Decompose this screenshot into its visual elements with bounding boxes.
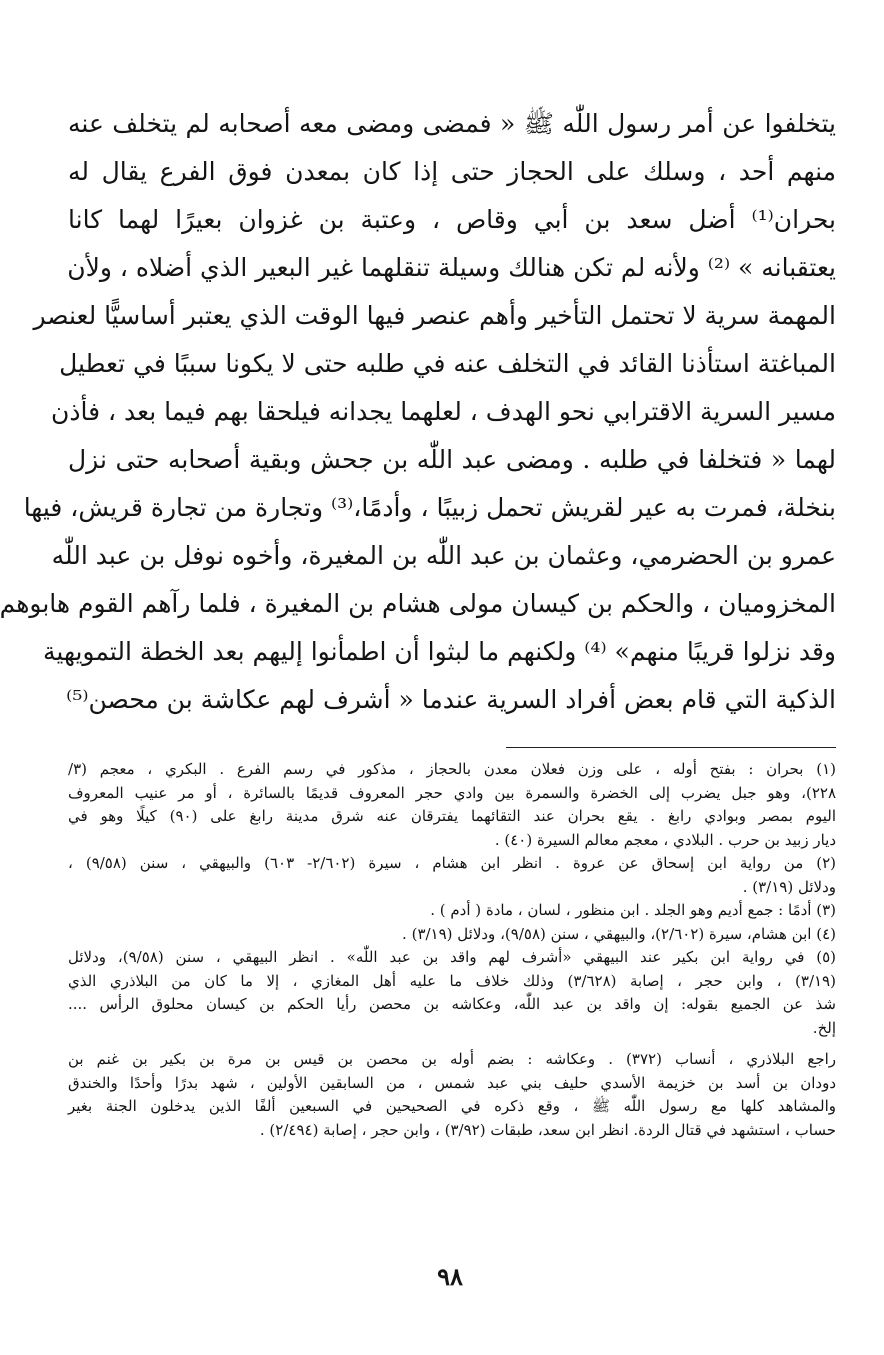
main-text-line: المباغتة استأذنا القائد في التخلف عنه في طلبه حتى لا يكونا سببًا في تعطيل	[59, 349, 836, 378]
main-text-line: منهم أحد ، وسلك على الحجاز حتى إذا كان بمعدن فوق الفرع يقال له	[68, 157, 836, 186]
footnote-line: ودلائل (٣/١٩) .	[742, 877, 836, 896]
footnote-line: إلخ.	[812, 1018, 836, 1037]
page-number: ٩٨	[437, 1262, 463, 1291]
footnote-line: راجع البلاذري ، أنساب (٣٧٢) . وعكاشه : بضم أوله بن محصن بن قيس بن مرة بن بكير بن غنم بن	[68, 1050, 836, 1068]
main-text-line: مسير السرية الاقترابي نحو الهدف ، لعلهما يجدانه فيلحقا بهم فيما بعد ، فأذن	[51, 397, 836, 426]
footnote-4	[68, 923, 836, 947]
footnote-5	[68, 946, 836, 1040]
footnote-line: والمشاهد كلها مع رسول اللّٰه ﷺ ، وقع ذكره في الصحيحين في السبعين ألفًا الذين يدخلون الجنة بغير	[68, 1097, 836, 1115]
footnote-line: ٢٢٨)، وهو جبل يضرب إلى الخضرة والسمرة بين وادي حجر المعروف قديمًا بالسائرة ، أو مر عنيب المعروف	[68, 783, 836, 802]
footnote-line: اليوم بمصر وبوادي رابغ . يقع بحران عند التقائهما يفترقان عنه شرق مدينة رابغ على (٩٠) كيلًا وهو في	[68, 807, 836, 825]
footnote-line: (٣) أدمًا : جمع أديم وهو الجلد . ابن منظور ، لسان ، مادة ( أدم ) .	[430, 901, 836, 919]
footnote-line: (٢) من رواية ابن إسحاق عن عروة . انظر ابن هشام ، سيرة (٢/٦٠٢- ٦٠٣) والبيهقي ، سنن (٩/٥٨) ،	[68, 854, 837, 872]
footnote-spacer	[68, 1040, 836, 1048]
footnote-2	[68, 852, 836, 899]
main-text-line: يتخلفوا عن أمر رسول اللّٰه ﷺ « فمضى ومضى معه أصحابه لم يتخلف عنه	[68, 109, 836, 138]
footnote-continuation	[68, 1048, 836, 1142]
footnote-3	[68, 899, 836, 923]
footnote-line: (٤) ابن هشام، سيرة (٢/٦٠٢)، والبيهقي ، سنن (٩/٥٨)، ودلائل (٣/١٩) .	[402, 924, 836, 943]
footnote-line: (٥) في رواية ابن بكير عند البيهقي «أشرف لهم واقد بن عبد اللّٰه» . انظر البيهقي ، سنن (٩/٥٨)، ودلائل	[68, 948, 837, 966]
footnote-line: (١) بحران : بفتح أوله ، على وزن فعلان معدن بالحجاز ، مذكور في رسم الفرع . البكري ، معجم (٣/	[68, 760, 836, 778]
footnote-line: دودان بن أسد بن خزيمة الأسدي حليف بني عبد شمس ، من السابقين الأولين ، شهد بدرًا وأحدًا والخندق	[68, 1073, 836, 1092]
main-text-line: المخزوميان ، والحكم بن كيسان مولى هشام بن المغيرة ، فلما رآهم القوم هابوهم	[0, 589, 836, 618]
main-text-line: وقد نزلوا قريبًا منهم» ⁽⁴⁾ ولكنهم ما لبثوا أن اطمأنوا إليهم بعد الخطة التمويهية	[43, 637, 836, 666]
footnotes	[68, 758, 836, 1142]
main-text	[0, 100, 836, 724]
main-text-line: يعتقبانه » ⁽²⁾ ولأنه لم تكن هنالك وسيلة تنقلهما غير البعير الذي أضلاه ، ولأن	[67, 253, 836, 282]
footnote-separator	[506, 747, 836, 748]
footnote-line: شذ عن الجميع بقوله: إن واقد بن عبد اللّٰه، وعكاشه بن محصن رأيا الحكم بن كيسان محلوق الرأس ....	[68, 995, 836, 1013]
main-text-line: عمرو بن الحضرمي، وعثمان بن عبد اللّٰه بن المغيرة، وأخوه نوفل بن عبد اللّٰه	[51, 541, 836, 570]
footnote-line: ديار زبيد بن حرب . البلادي ، معجم معالم السيرة (٤٠) .	[494, 830, 836, 849]
footnote-line: حساب ، استشهد في قتال الردة. انظر ابن سعد، طبقات (٣/٩٢) ، وابن حجر ، إصابة (٢/٤٩٤) .	[259, 1120, 836, 1139]
main-text-line: بنخلة، فمرت به عير لقريش تحمل زبيبًا ، وأدمًا،⁽³⁾ وتجارة من تجارة قريش، فيها	[23, 493, 836, 522]
footnote-1	[68, 758, 836, 852]
main-text-line: الذكية التي قام بعض أفراد السرية عندما « أشرف لهم عكاشة بن محصن⁽⁵⁾	[66, 685, 836, 714]
main-text-line: بحران⁽¹⁾ أضل سعد بن أبي وقاص ، وعتبة بن غزوان بعيرًا لهما كانا	[68, 205, 836, 234]
footnote-line: (٣/١٩) ، وابن حجر ، إصابة (٣/٦٢٨) وذلك خلاف ما عليه أهل المغازي ، إلا ما كان من البلاذري الذي	[68, 971, 836, 990]
main-text-line: المهمة سرية لا تحتمل التأخير وأهم عنصر فيها الوقت الذي يعتبر أساسيًّا لعنصر	[33, 301, 836, 330]
main-text-line: لهما « فتخلفا في طلبه . ومضى عبد اللّٰه بن جحش وبقية أصحابه حتى نزل	[68, 445, 836, 474]
